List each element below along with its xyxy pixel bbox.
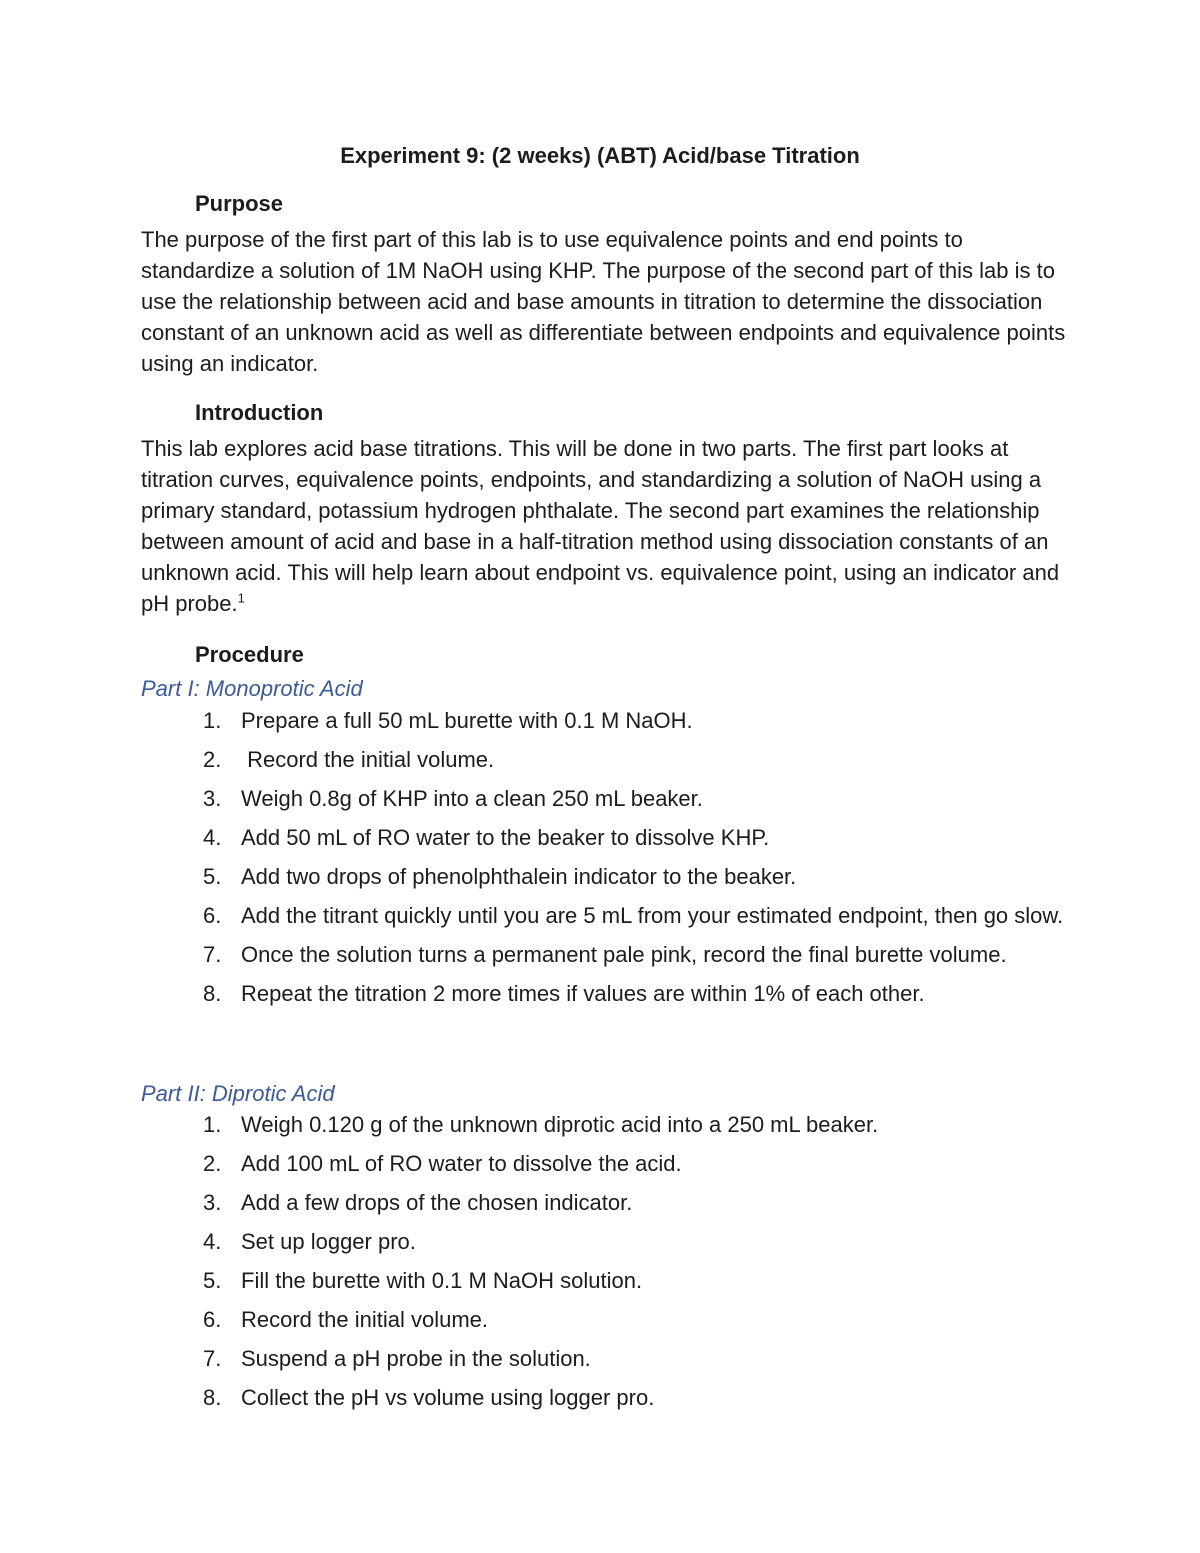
step-text: Record the initial volume. xyxy=(241,1307,489,1332)
step-number: 5. xyxy=(203,864,222,889)
step-number: 2. xyxy=(203,1151,222,1176)
part2-step xyxy=(141,1382,1071,1413)
step-number: 7. xyxy=(203,942,222,967)
procedure-heading: Procedure xyxy=(195,642,304,667)
step-text: Fill the burette with 0.1 M NaOH solution. xyxy=(241,1268,643,1293)
part1-step xyxy=(141,705,1071,736)
document-title: Experiment 9: (2 weeks) (ABT) Acid/base Titration xyxy=(340,143,860,168)
part1-step xyxy=(141,744,1071,775)
part2-label: Part II: Diprotic Acid xyxy=(141,1081,335,1106)
step-number: 7. xyxy=(203,1346,222,1371)
step-text: Collect the pH vs volume using logger pro. xyxy=(241,1385,655,1410)
part2-step xyxy=(141,1304,1071,1335)
part1-steps xyxy=(141,705,1071,1017)
step-text: Add 50 mL of RO water to the beaker to dissolve KHP. xyxy=(241,825,770,850)
part2-step xyxy=(141,1109,1071,1140)
introduction-text: This lab explores acid base titrations. This will be done in two parts. The first part looks at titration curves, equivalence points, endpoints, and standardizing a solution of NaOH using a primary standard, potassium hydrogen phthalate. The second part examines the relationship between amount of acid and base in a half-titration method using dissociation constants of an unknown acid. This will help learn about endpoint vs. equivalence point, using an indicator and pH probe. xyxy=(141,436,1060,616)
part2-steps xyxy=(141,1109,1071,1421)
part2-step xyxy=(141,1148,1071,1179)
step-number: 6. xyxy=(203,903,222,928)
step-number: 8. xyxy=(203,981,222,1006)
step-text: Add two drops of phenolphthalein indicator to the beaker. xyxy=(241,864,797,889)
footnote-marker: 1 xyxy=(237,590,245,606)
step-number: 6. xyxy=(203,1307,222,1332)
purpose-heading: Purpose xyxy=(195,191,284,216)
part1-label: Part I: Monoprotic Acid xyxy=(141,676,363,701)
introduction-paragraph xyxy=(141,433,1071,619)
step-text: Weigh 0.8g of KHP into a clean 250 mL beaker. xyxy=(241,786,703,811)
step-text: Add a few drops of the chosen indicator. xyxy=(241,1190,633,1215)
step-text: Weigh 0.120 g of the unknown diprotic acid into a 250 mL beaker. xyxy=(241,1112,879,1137)
part2-step xyxy=(141,1343,1071,1374)
step-text: Record the initial volume. xyxy=(241,747,495,772)
introduction-heading: Introduction xyxy=(195,400,324,425)
step-number: 8. xyxy=(203,1385,222,1410)
step-number: 3. xyxy=(203,786,222,811)
step-text: Suspend a pH probe in the solution. xyxy=(241,1346,591,1371)
step-number: 5. xyxy=(203,1268,222,1293)
step-text: Once the solution turns a permanent pale pink, record the final burette volume. xyxy=(241,942,1007,967)
part2-step xyxy=(141,1187,1071,1218)
part1-step xyxy=(141,783,1071,814)
step-text: Add 100 mL of RO water to dissolve the acid. xyxy=(241,1151,682,1176)
part1-step xyxy=(141,822,1071,853)
step-text: Add the titrant quickly until you are 5 mL from your estimated endpoint, then go slow. xyxy=(241,903,1064,928)
step-text: Prepare a full 50 mL burette with 0.1 M NaOH. xyxy=(241,708,693,733)
step-number: 2. xyxy=(203,747,222,772)
purpose-paragraph: The purpose of the first part of this lab is to use equivalence points and end points to standardize a solution of 1M NaOH using KHP. The purpose of the second part of this lab is to use the relationship between acid and base amounts in titration to determine the dissociation constant of an unknown acid as well as differentiate between endpoints and equivalence points using an indicator. xyxy=(141,227,1066,376)
step-number: 1. xyxy=(203,708,222,733)
step-number: 4. xyxy=(203,825,222,850)
step-text: Set up logger pro. xyxy=(241,1229,416,1254)
step-number: 1. xyxy=(203,1112,222,1137)
step-number: 3. xyxy=(203,1190,222,1215)
step-number: 4. xyxy=(203,1229,222,1254)
step-text: Repeat the titration 2 more times if values are within 1% of each other. xyxy=(241,981,925,1006)
part2-step xyxy=(141,1226,1071,1257)
part2-step xyxy=(141,1265,1071,1296)
part1-step xyxy=(141,939,1071,970)
part1-step xyxy=(141,900,1071,931)
part1-step xyxy=(141,978,1071,1009)
part1-step xyxy=(141,861,1071,892)
